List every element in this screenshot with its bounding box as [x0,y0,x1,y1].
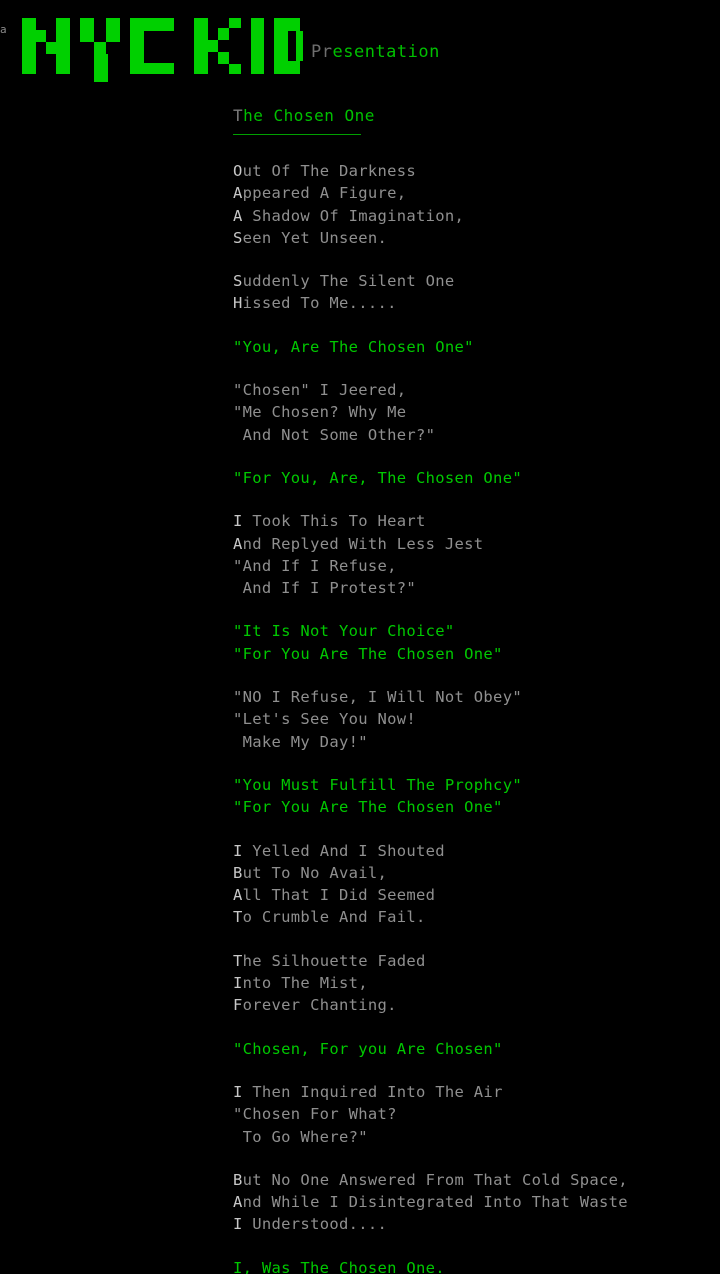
poem-line: "Chosen, For you Are Chosen" [233,1039,503,1058]
poem-line-initial: T [233,951,243,970]
poem-line-initial: S [233,228,243,247]
poem-line-initial: B [233,1170,243,1189]
poem-line-initial: A [233,886,243,905]
poem-line-initial: I [233,1082,243,1101]
poem-line: Hissed To Me..... [233,294,397,313]
poem-line: "Chosen For What? [233,1105,397,1124]
poem-line-initial: I [233,1215,243,1234]
poem-line: Seen Yet Unseen. [233,228,388,247]
title-divider [233,134,361,135]
poem-line: And While I Disintegrated Into That Waste [233,1193,628,1212]
poem-line: To Crumble And Fail. [233,908,426,927]
poem-line-initial: I [233,841,243,860]
poem-line: I Then Inquired Into The Air [233,1082,503,1101]
poem-stanza-narration [233,1081,703,1148]
poem-line: The Silhouette Faded [233,951,426,970]
poem-title [233,106,703,134]
poem-line: "You Must Fulfill The Prophcy" [233,775,522,794]
corner-mark: a [0,23,7,36]
poem-line: Forever Chanting. [233,996,397,1015]
poem-title-rest: he Chosen One [243,106,375,125]
poem-line-initial: F [233,996,243,1015]
poem-line: Into The Mist, [233,974,368,993]
poem-line: "For You Are The Chosen One" [233,798,503,817]
poem-line: "You, Are The Chosen One" [233,337,474,356]
poem-line: And Replyed With Less Jest [233,534,484,553]
poem-line: Suddenly The Silent One [233,272,455,291]
poem-line: A Shadow Of Imagination, [233,206,465,225]
poem-stanza-voice [233,1038,703,1060]
poem-line-initial: A [233,1193,243,1212]
poem-stanza-narration [233,1169,703,1236]
poem-line-initial: A [233,534,243,553]
poem-line: I, Was The Chosen One. [233,1258,445,1274]
poem-line-initial: A [233,206,243,225]
poem-line: I Took This To Heart [233,512,426,531]
poem-line-initial: O [233,162,243,180]
poem-stanza-narration [233,160,703,249]
poem-line: "NO I Refuse, I Will Not Obey" [233,688,522,707]
poem-stanza-voice [233,774,703,819]
poem-stanza-narration [233,270,703,315]
nyc-kid-logo [18,10,303,82]
site-header [0,0,720,92]
poem-line-initial: T [233,908,243,927]
poem-line: I Yelled And I Shouted [233,841,445,860]
poem-line-initial: H [233,294,243,313]
poem-line: "For You Are The Chosen One" [233,644,503,663]
poem-line-initial: S [233,272,243,291]
poem-line: To Go Where?" [233,1127,368,1146]
poem-line-initial: B [233,863,243,882]
poem-stanza-narration [233,840,703,929]
presentation-rest: esentation [332,42,440,62]
poem-line: "And If I Refuse, [233,556,397,575]
poem-line-initial: I [233,512,243,531]
poem-stanza-voice [233,336,703,358]
poem-line: "Chosen" I Jeered, [233,381,407,400]
poem-line: Make My Day!" [233,732,368,751]
poem-stanza-narration [233,510,703,599]
presentation-label [311,42,440,62]
poem-stanza-narration [233,686,703,753]
presentation-lead: Pr [311,42,333,62]
poem-stanza-voice [233,1257,703,1274]
poem-line: "For You, Are, The Chosen One" [233,468,522,487]
poem-line: And If I Protest?" [233,579,417,598]
poem-stanza-voice [233,467,703,489]
poem-stanzas [233,160,703,1274]
poem-line: "It Is Not Your Choice" [233,622,455,641]
poem-line-initial: A [233,184,243,203]
poem-line: "Me Chosen? Why Me [233,403,407,422]
poem-stanza-narration [233,950,703,1017]
poem-line: "Let's See You Now! [233,710,417,729]
poem-stanza-narration [233,379,703,446]
poem-line: Out Of The Darkness [233,162,417,180]
poem-line: But No One Answered From That Cold Space, [233,1170,628,1189]
poem-line-initial: I [233,974,243,993]
poem-stanza-voice [233,620,703,665]
poem-content [233,106,703,1274]
poem-title-lead: T [233,106,244,125]
poem-line: But To No Avail, [233,863,388,882]
poem-line: I Understood.... [233,1215,388,1234]
poem-line: And Not Some Other?" [233,425,436,444]
poem-line: Appeared A Figure, [233,184,407,203]
poem-line: All That I Did Seemed [233,886,436,905]
